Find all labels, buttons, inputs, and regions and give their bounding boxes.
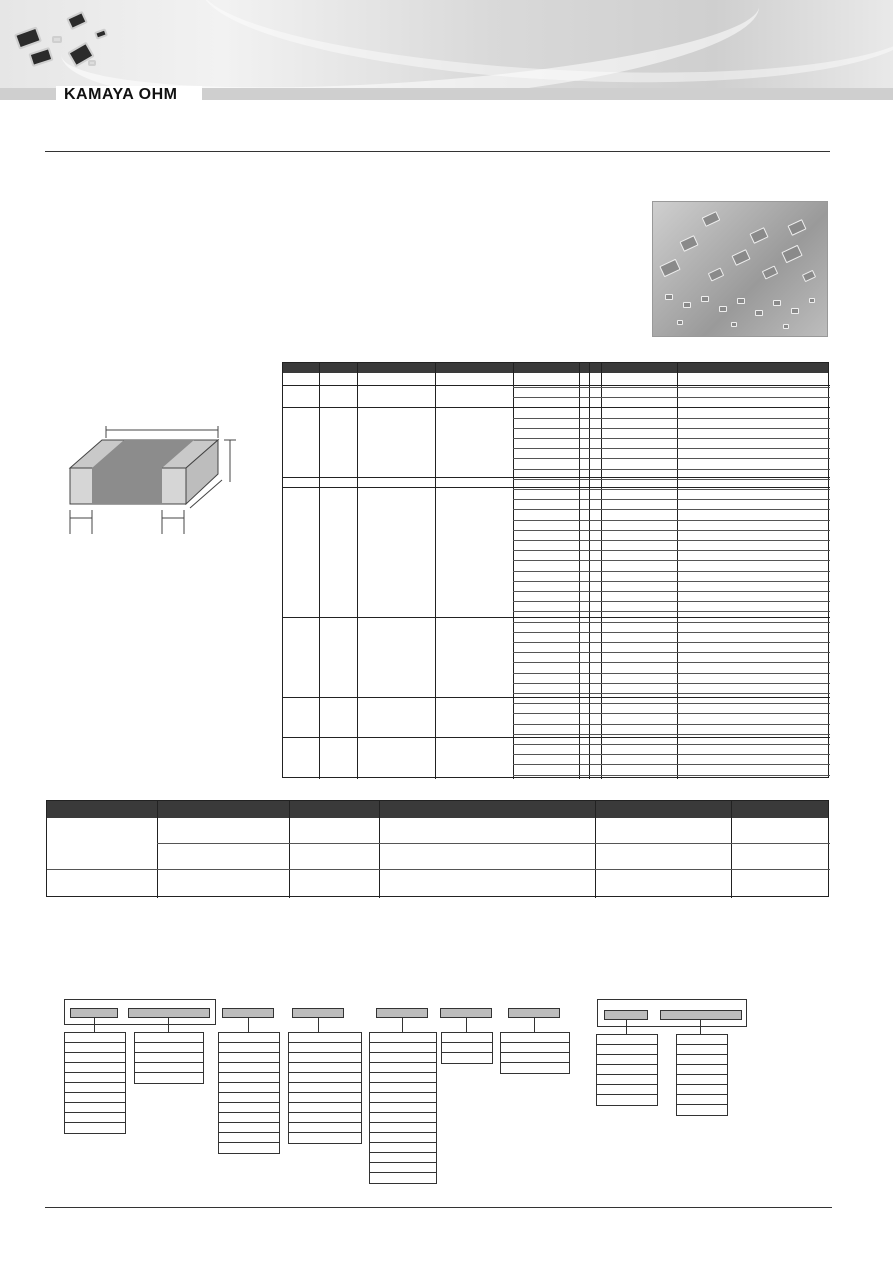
code-connector xyxy=(168,1018,169,1032)
table-row-line xyxy=(513,673,830,674)
code-option-row xyxy=(219,1103,279,1113)
code-option-row xyxy=(597,1095,657,1105)
code-option-row xyxy=(677,1065,727,1075)
table-row-line xyxy=(513,438,830,439)
photo-chip xyxy=(749,227,768,244)
code-option-row xyxy=(597,1085,657,1095)
code-option-row xyxy=(677,1105,727,1115)
banner-chip-image xyxy=(14,26,42,49)
table-column-line xyxy=(289,801,290,898)
code-option-row xyxy=(289,1033,361,1043)
photo-chip xyxy=(781,245,802,263)
code-option-list xyxy=(596,1034,658,1106)
code-field xyxy=(222,1008,274,1018)
code-option-row xyxy=(65,1123,125,1133)
table-row-line xyxy=(513,754,830,755)
code-option-row xyxy=(219,1083,279,1093)
table-row-line xyxy=(283,385,830,386)
code-option-row xyxy=(501,1063,569,1073)
table-row-line xyxy=(513,591,830,592)
table-column-line xyxy=(435,363,436,779)
code-option-row xyxy=(289,1113,361,1123)
code-connector xyxy=(248,1018,249,1032)
photo-chip xyxy=(809,298,815,303)
table-column-line xyxy=(731,801,732,898)
photo-chip xyxy=(731,322,737,327)
code-option-row xyxy=(65,1073,125,1083)
code-option-row xyxy=(219,1143,279,1153)
code-option-row xyxy=(135,1063,203,1073)
code-option-row xyxy=(501,1043,569,1053)
code-option-row xyxy=(370,1123,436,1133)
photo-chip xyxy=(783,324,789,329)
code-connector xyxy=(94,1018,95,1032)
code-field xyxy=(440,1008,492,1018)
table-row-line xyxy=(513,683,830,684)
code-option-row xyxy=(370,1093,436,1103)
code-option-row xyxy=(370,1083,436,1093)
photo-chip xyxy=(702,211,721,227)
code-field xyxy=(376,1008,428,1018)
photo-chip xyxy=(677,320,683,325)
table-row-line xyxy=(513,560,830,561)
table-row-line xyxy=(513,581,830,582)
product-photo xyxy=(652,201,828,337)
table-row-line xyxy=(513,489,830,490)
code-option-row xyxy=(135,1053,203,1063)
code-option-row xyxy=(370,1063,436,1073)
code-option-row xyxy=(370,1033,436,1043)
table-column-line xyxy=(157,801,158,898)
table-row-line xyxy=(513,530,830,531)
spec-table xyxy=(282,362,829,778)
code-option-row xyxy=(135,1033,203,1043)
table-row-line xyxy=(513,775,830,776)
code-connector xyxy=(626,1020,627,1034)
table-row-line xyxy=(47,869,830,870)
table-row-line xyxy=(513,601,830,602)
code-option-row xyxy=(370,1113,436,1123)
table-row-line xyxy=(513,520,830,521)
table-row-line xyxy=(513,540,830,541)
rating-table xyxy=(46,800,829,897)
code-option-row xyxy=(219,1063,279,1073)
code-option-row xyxy=(65,1063,125,1073)
table-row-line xyxy=(513,632,830,633)
table-row-line xyxy=(513,387,830,388)
code-option-row xyxy=(442,1053,492,1063)
banner-chip-image xyxy=(52,36,62,43)
dimension-drawing xyxy=(62,418,252,538)
table-row-line xyxy=(513,428,830,429)
table-row-line xyxy=(513,764,830,765)
code-option-row xyxy=(289,1043,361,1053)
table-column-line xyxy=(379,801,380,898)
code-connector xyxy=(318,1018,319,1032)
code-option-row xyxy=(65,1093,125,1103)
code-option-list xyxy=(676,1034,728,1116)
code-option-list xyxy=(369,1032,437,1184)
table-row-line xyxy=(513,509,830,510)
code-option-row xyxy=(370,1043,436,1053)
code-connector xyxy=(700,1020,701,1034)
photo-chip xyxy=(802,270,816,282)
table-row-line xyxy=(513,499,830,500)
code-option-row xyxy=(501,1053,569,1063)
table-row-line xyxy=(513,713,830,714)
table-row-line xyxy=(513,693,830,694)
table-row-line xyxy=(513,397,830,398)
divider xyxy=(45,151,830,152)
code-option-row xyxy=(65,1083,125,1093)
banner-chip-image xyxy=(88,60,96,66)
photo-chip xyxy=(773,300,781,306)
code-field xyxy=(70,1008,118,1018)
code-option-row xyxy=(677,1085,727,1095)
code-connector xyxy=(534,1018,535,1032)
code-option-row xyxy=(289,1053,361,1063)
brand-logo: KAMAYA OHM xyxy=(64,86,178,103)
code-option-list xyxy=(500,1032,570,1074)
table-row-line xyxy=(513,611,830,612)
table-row-line xyxy=(283,697,830,698)
code-option-row xyxy=(370,1153,436,1163)
code-connector xyxy=(466,1018,467,1032)
code-option-row xyxy=(219,1093,279,1103)
photo-chip xyxy=(791,308,799,314)
code-option-row xyxy=(677,1075,727,1085)
photo-chip xyxy=(737,298,745,304)
photo-chip xyxy=(755,310,763,316)
table-column-line xyxy=(357,363,358,779)
photo-chip xyxy=(679,235,698,252)
code-option-row xyxy=(370,1133,436,1143)
code-option-row xyxy=(597,1055,657,1065)
table-column-line xyxy=(319,363,320,779)
table-row-line xyxy=(513,448,830,449)
table-row-line xyxy=(157,843,830,844)
code-option-row xyxy=(289,1083,361,1093)
code-option-row xyxy=(65,1103,125,1113)
photo-chip xyxy=(762,265,778,279)
table-row-line xyxy=(283,617,830,618)
table-row-line xyxy=(513,642,830,643)
code-connector xyxy=(402,1018,403,1032)
photo-chip xyxy=(731,249,750,266)
code-option-row xyxy=(597,1045,657,1055)
code-option-row xyxy=(442,1033,492,1043)
table-row-line xyxy=(513,418,830,419)
code-option-list xyxy=(441,1032,493,1064)
code-field xyxy=(660,1010,742,1020)
table-row-line xyxy=(513,734,830,735)
table-row-line xyxy=(513,724,830,725)
spec-table-header xyxy=(283,363,828,373)
photo-chip xyxy=(665,294,673,300)
photo-chip xyxy=(708,267,724,281)
code-option-row xyxy=(219,1033,279,1043)
table-row-line xyxy=(513,622,830,623)
table-row-line xyxy=(513,571,830,572)
code-field xyxy=(128,1008,210,1018)
table-row-line xyxy=(283,487,830,488)
code-option-row xyxy=(289,1103,361,1113)
code-option-row xyxy=(289,1093,361,1103)
code-option-row xyxy=(65,1053,125,1063)
code-option-row xyxy=(289,1123,361,1133)
code-option-row xyxy=(219,1073,279,1083)
table-row-line xyxy=(513,458,830,459)
header-banner xyxy=(0,0,893,88)
code-option-row xyxy=(442,1043,492,1053)
code-option-row xyxy=(65,1113,125,1123)
code-option-row xyxy=(501,1033,569,1043)
code-option-row xyxy=(370,1073,436,1083)
code-option-row xyxy=(289,1133,361,1143)
table-row-line xyxy=(513,469,830,470)
photo-chip xyxy=(683,302,691,308)
code-field xyxy=(604,1010,648,1020)
code-option-row xyxy=(65,1033,125,1043)
code-option-row xyxy=(219,1133,279,1143)
table-row-line xyxy=(283,407,830,408)
code-option-row xyxy=(370,1103,436,1113)
code-option-row xyxy=(597,1035,657,1045)
code-option-row xyxy=(370,1163,436,1173)
code-option-row xyxy=(219,1123,279,1133)
photo-chip xyxy=(787,219,806,236)
code-option-row xyxy=(677,1095,727,1105)
code-option-row xyxy=(135,1043,203,1053)
code-option-row xyxy=(677,1045,727,1055)
code-option-list xyxy=(64,1032,126,1134)
code-option-row xyxy=(370,1143,436,1153)
code-option-row xyxy=(135,1073,203,1083)
table-row-line xyxy=(283,737,830,738)
table-row-line xyxy=(513,652,830,653)
code-option-row xyxy=(597,1075,657,1085)
divider xyxy=(45,1207,832,1208)
code-option-row xyxy=(65,1043,125,1053)
code-option-row xyxy=(219,1113,279,1123)
code-option-row xyxy=(289,1063,361,1073)
table-row-line xyxy=(513,744,830,745)
code-option-row xyxy=(219,1053,279,1063)
code-option-row xyxy=(597,1065,657,1075)
photo-chip xyxy=(719,306,727,312)
table-row-line xyxy=(513,662,830,663)
code-option-row xyxy=(370,1173,436,1183)
table-row-line xyxy=(513,479,830,480)
code-option-list xyxy=(134,1032,204,1084)
code-field xyxy=(292,1008,344,1018)
code-option-list xyxy=(288,1032,362,1144)
code-option-row xyxy=(677,1055,727,1065)
photo-chip xyxy=(659,259,680,277)
code-option-list xyxy=(218,1032,280,1154)
code-option-row xyxy=(677,1035,727,1045)
rating-table-header xyxy=(47,801,828,818)
code-option-row xyxy=(289,1073,361,1083)
code-option-row xyxy=(370,1053,436,1063)
table-row-line xyxy=(513,703,830,704)
table-row-line xyxy=(283,477,830,478)
photo-chip xyxy=(701,296,709,302)
table-row-line xyxy=(513,550,830,551)
code-option-row xyxy=(219,1043,279,1053)
table-column-line xyxy=(595,801,596,898)
banner-chip-image xyxy=(28,47,53,67)
code-field xyxy=(508,1008,560,1018)
